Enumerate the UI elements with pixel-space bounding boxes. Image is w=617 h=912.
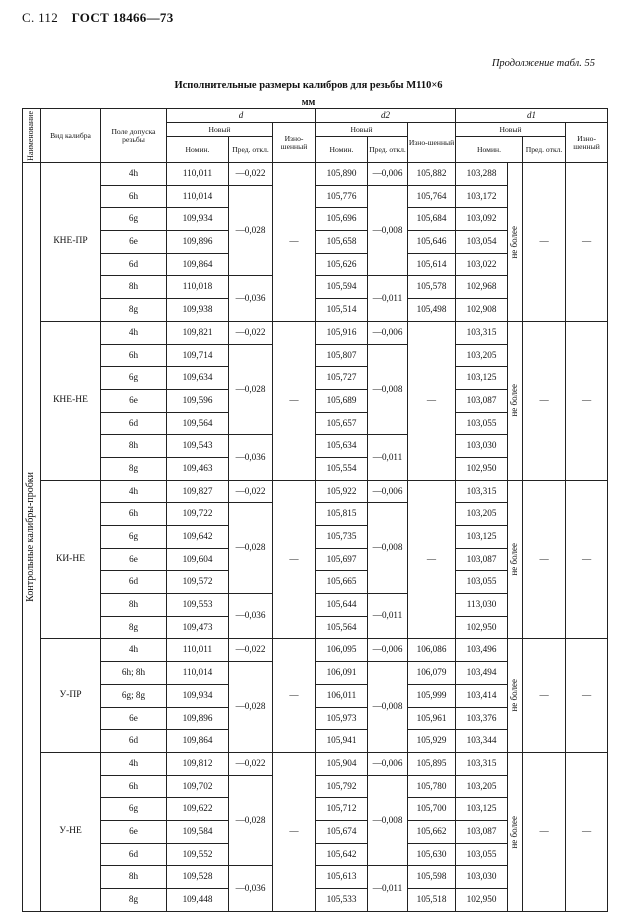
tolerance-field: 6e	[101, 389, 167, 412]
d-nominal: 109,634	[167, 367, 229, 390]
group-name-cell	[23, 163, 41, 912]
tolerance-field: 6h	[101, 344, 167, 367]
tolerance-field: 6h	[101, 775, 167, 798]
page-number: С. 112	[22, 10, 58, 25]
d2-nominal: 106,091	[316, 662, 368, 685]
d2-nominal: 105,890	[316, 163, 368, 186]
header-d1-new: Новый	[456, 123, 566, 137]
not-more-than-label: не более	[509, 679, 520, 712]
d2-deviation: —0,006	[368, 752, 408, 775]
d2-worn: 105,598	[408, 866, 456, 889]
d1-nominal: 103,315	[456, 752, 508, 775]
d-deviation: —0,028	[229, 344, 273, 435]
tolerance-field: 8h	[101, 594, 167, 617]
d-nominal: 109,622	[167, 798, 229, 821]
table-title: Исполнительные размеры калибров для резьбы М110×6	[174, 80, 443, 91]
header-d: d	[167, 109, 316, 123]
d-nominal: 110,011	[167, 639, 229, 662]
d2-nominal: 105,626	[316, 253, 368, 276]
standard-number: ГОСТ 18466—73	[71, 10, 174, 25]
calibre-kind: У-ПР	[41, 639, 101, 752]
d-worn: —	[273, 752, 316, 911]
d1-worn: —	[566, 163, 608, 322]
not-more-than-label: не более	[509, 384, 520, 417]
d2-worn: 105,780	[408, 775, 456, 798]
tolerance-field: 8h	[101, 276, 167, 299]
d1-nominal: 103,315	[456, 480, 508, 503]
d1-nominal: 103,125	[456, 367, 508, 390]
table-row	[23, 639, 608, 662]
d2-deviation: —0,011	[368, 866, 408, 911]
header-d1-worn: Изно-шенный	[566, 123, 608, 163]
d2-nominal: 105,916	[316, 321, 368, 344]
tolerance-field: 6g	[101, 798, 167, 821]
d2-worn: 105,895	[408, 752, 456, 775]
tolerance-field: 6d	[101, 730, 167, 753]
d-nominal: 110,018	[167, 276, 229, 299]
d-nominal: 109,812	[167, 752, 229, 775]
d2-nominal: 105,712	[316, 798, 368, 821]
d1-nominal: 102,950	[456, 457, 508, 480]
d1-deviation: —	[523, 480, 566, 639]
d1-nominal: 103,022	[456, 253, 508, 276]
d2-nominal: 105,642	[316, 843, 368, 866]
d2-nominal: 105,533	[316, 889, 368, 912]
d-worn: —	[273, 321, 316, 480]
d2-nominal: 105,554	[316, 457, 368, 480]
d2-nominal: 105,776	[316, 185, 368, 208]
d-nominal: 109,821	[167, 321, 229, 344]
d2-nominal: 105,973	[316, 707, 368, 730]
d-deviation: —0,036	[229, 866, 273, 911]
d2-nominal: 105,941	[316, 730, 368, 753]
d1-nominal: 103,344	[456, 730, 508, 753]
table-row	[23, 321, 608, 344]
header-d2-deviation: Пред. откл.	[368, 137, 408, 163]
tolerance-field: 6h	[101, 503, 167, 526]
d1-nominal: 103,055	[456, 412, 508, 435]
d-deviation: —0,022	[229, 752, 273, 775]
d-deviation: —0,022	[229, 639, 273, 662]
page-header	[22, 10, 174, 26]
d1-deviation: —	[523, 752, 566, 911]
not-more-than-label: не более	[509, 543, 520, 576]
d2-worn: 105,882	[408, 163, 456, 186]
tolerance-field: 6d	[101, 843, 167, 866]
table-continuation-note: Продолжение табл. 55	[491, 58, 595, 69]
d1-nominal: 103,030	[456, 435, 508, 458]
tolerance-field: 8g	[101, 457, 167, 480]
tolerance-field: 8h	[101, 435, 167, 458]
header-name: Наименование	[23, 109, 41, 163]
header-d2-worn: Изно-шенный	[408, 123, 456, 163]
tolerance-field: 6d	[101, 571, 167, 594]
tolerance-field: 8g	[101, 299, 167, 322]
tolerance-field: 6g; 8g	[101, 684, 167, 707]
d1-limit-cell	[508, 321, 523, 480]
d-nominal: 109,448	[167, 889, 229, 912]
d2-deviation: —0,008	[368, 344, 408, 435]
d-worn: —	[273, 480, 316, 639]
d-deviation: —0,028	[229, 662, 273, 753]
d2-worn: 105,999	[408, 684, 456, 707]
d1-nominal: 103,172	[456, 185, 508, 208]
d2-nominal: 105,792	[316, 775, 368, 798]
d-deviation: —0,022	[229, 321, 273, 344]
d1-worn: —	[566, 321, 608, 480]
d-nominal: 109,553	[167, 594, 229, 617]
d-nominal: 109,584	[167, 820, 229, 843]
d1-worn: —	[566, 752, 608, 911]
d-nominal: 109,604	[167, 548, 229, 571]
d2-worn: —	[408, 321, 456, 480]
header-d-deviation: Пред. откл.	[229, 137, 273, 163]
d-nominal: 109,564	[167, 412, 229, 435]
d-nominal: 109,864	[167, 253, 229, 276]
d2-worn: 105,498	[408, 299, 456, 322]
d2-worn: 106,086	[408, 639, 456, 662]
d2-nominal: 105,807	[316, 344, 368, 367]
tolerance-field: 6g	[101, 526, 167, 549]
d2-worn: 105,764	[408, 185, 456, 208]
tolerance-field: 6h	[101, 185, 167, 208]
d1-nominal: 103,414	[456, 684, 508, 707]
d1-nominal: 103,205	[456, 344, 508, 367]
tolerance-field: 6e	[101, 707, 167, 730]
d2-nominal: 105,727	[316, 367, 368, 390]
tolerance-field: 6e	[101, 548, 167, 571]
header-d2: d2	[316, 109, 456, 123]
calibre-kind: КНЕ-НЕ	[41, 321, 101, 480]
d-nominal: 109,714	[167, 344, 229, 367]
d2-nominal: 105,674	[316, 820, 368, 843]
d-nominal: 109,934	[167, 208, 229, 231]
d1-worn: —	[566, 639, 608, 752]
table-body	[23, 163, 608, 912]
d-deviation: —0,022	[229, 480, 273, 503]
d-nominal: 109,827	[167, 480, 229, 503]
d2-worn: 105,684	[408, 208, 456, 231]
d1-limit-cell	[508, 163, 523, 322]
d1-nominal: 103,125	[456, 526, 508, 549]
d1-limit-cell	[508, 480, 523, 639]
table-row	[23, 163, 608, 186]
d-nominal: 109,572	[167, 571, 229, 594]
header-d2-nominal: Номин.	[316, 137, 368, 163]
d2-nominal: 105,514	[316, 299, 368, 322]
tolerance-field: 4h	[101, 752, 167, 775]
d2-deviation: —0,008	[368, 503, 408, 594]
d1-nominal: 103,092	[456, 208, 508, 231]
d1-nominal: 103,496	[456, 639, 508, 662]
d-nominal: 110,014	[167, 185, 229, 208]
d1-nominal: 103,087	[456, 548, 508, 571]
d2-worn: 105,929	[408, 730, 456, 753]
d2-worn: 105,646	[408, 231, 456, 254]
d-nominal: 109,896	[167, 707, 229, 730]
d-deviation: —0,036	[229, 276, 273, 321]
d2-worn: 105,630	[408, 843, 456, 866]
table-row	[23, 480, 608, 503]
d2-nominal: 106,011	[316, 684, 368, 707]
d2-nominal: 105,564	[316, 616, 368, 639]
group-name: Контрольные калибры-пробки	[25, 471, 37, 602]
d1-nominal: 102,950	[456, 616, 508, 639]
units-label: мм	[301, 97, 316, 108]
header-d-worn: Изно-шенный	[273, 123, 316, 163]
d2-deviation: —0,006	[368, 163, 408, 186]
d2-deviation: —0,008	[368, 662, 408, 753]
tolerance-field: 4h	[101, 480, 167, 503]
tolerance-field: 6h; 8h	[101, 662, 167, 685]
d-deviation: —0,028	[229, 775, 273, 866]
d-nominal: 109,463	[167, 457, 229, 480]
d-nominal: 109,543	[167, 435, 229, 458]
d2-deviation: —0,011	[368, 435, 408, 480]
d2-nominal: 105,613	[316, 866, 368, 889]
d1-nominal: 113,030	[456, 594, 508, 617]
tolerance-field: 6e	[101, 820, 167, 843]
header-d1: d1	[456, 109, 608, 123]
header-d1-nominal: Номин.	[456, 137, 523, 163]
d-deviation: —0,036	[229, 435, 273, 480]
d2-deviation: —0,011	[368, 276, 408, 321]
d2-worn: 105,662	[408, 820, 456, 843]
d1-nominal: 103,055	[456, 843, 508, 866]
d1-nominal: 103,205	[456, 503, 508, 526]
d2-worn: 105,578	[408, 276, 456, 299]
d1-nominal: 103,315	[456, 321, 508, 344]
d2-nominal: 105,658	[316, 231, 368, 254]
not-more-than-label: не более	[509, 225, 520, 259]
d1-worn: —	[566, 480, 608, 639]
tolerance-field: 6d	[101, 253, 167, 276]
d1-nominal: 103,087	[456, 820, 508, 843]
calibre-dimensions-table	[22, 108, 608, 912]
tolerance-field: 8g	[101, 616, 167, 639]
d1-nominal: 103,288	[456, 163, 508, 186]
d1-nominal: 103,205	[456, 775, 508, 798]
d-deviation: —0,036	[229, 594, 273, 639]
tolerance-field: 4h	[101, 321, 167, 344]
d1-nominal: 103,494	[456, 662, 508, 685]
d1-nominal: 102,968	[456, 276, 508, 299]
tolerance-field: 8h	[101, 866, 167, 889]
d-nominal: 109,938	[167, 299, 229, 322]
d-nominal: 109,896	[167, 231, 229, 254]
d2-worn: 105,700	[408, 798, 456, 821]
d2-nominal: 105,657	[316, 412, 368, 435]
d-nominal: 110,011	[167, 163, 229, 186]
d2-nominal: 105,697	[316, 548, 368, 571]
d1-nominal: 103,376	[456, 707, 508, 730]
calibre-kind: У-НЕ	[41, 752, 101, 911]
d-deviation: —0,028	[229, 503, 273, 594]
header-kind: Вид калибра	[41, 109, 101, 163]
d-nominal: 109,642	[167, 526, 229, 549]
d2-nominal: 105,644	[316, 594, 368, 617]
header-d2-new: Новый	[316, 123, 408, 137]
d1-nominal: 103,087	[456, 389, 508, 412]
d1-deviation: —	[523, 321, 566, 480]
d-deviation: —0,022	[229, 163, 273, 186]
d1-deviation: —	[523, 639, 566, 752]
d-nominal: 109,473	[167, 616, 229, 639]
tolerance-field: 6g	[101, 367, 167, 390]
d1-nominal: 103,030	[456, 866, 508, 889]
d-nominal: 109,934	[167, 684, 229, 707]
d-nominal: 109,552	[167, 843, 229, 866]
d2-nominal: 105,665	[316, 571, 368, 594]
d2-deviation: —0,006	[368, 321, 408, 344]
d1-nominal: 103,125	[456, 798, 508, 821]
d-nominal: 109,528	[167, 866, 229, 889]
d2-nominal: 105,689	[316, 389, 368, 412]
d2-nominal: 106,095	[316, 639, 368, 662]
table-row	[23, 752, 608, 775]
d2-deviation: —0,006	[368, 480, 408, 503]
d1-nominal: 102,908	[456, 299, 508, 322]
d2-worn: 106,079	[408, 662, 456, 685]
tolerance-field: 4h	[101, 163, 167, 186]
d-worn: —	[273, 163, 316, 322]
tolerance-field: 6e	[101, 231, 167, 254]
header-d-nominal: Номин.	[167, 137, 229, 163]
header-d-new: Новый	[167, 123, 273, 137]
d-nominal: 109,864	[167, 730, 229, 753]
d2-worn: —	[408, 480, 456, 639]
d-nominal: 110,014	[167, 662, 229, 685]
d-worn: —	[273, 639, 316, 752]
tolerance-field: 8g	[101, 889, 167, 912]
d2-deviation: —0,006	[368, 639, 408, 662]
d2-nominal: 105,735	[316, 526, 368, 549]
d1-nominal: 102,950	[456, 889, 508, 912]
d2-worn: 105,518	[408, 889, 456, 912]
tolerance-field: 6g	[101, 208, 167, 231]
d-nominal: 109,596	[167, 389, 229, 412]
d1-nominal: 103,055	[456, 571, 508, 594]
d2-worn: 105,961	[408, 707, 456, 730]
header-d1-deviation: Пред. откл.	[523, 137, 566, 163]
d2-nominal: 105,815	[316, 503, 368, 526]
d-nominal: 109,702	[167, 775, 229, 798]
d2-nominal: 105,634	[316, 435, 368, 458]
d-nominal: 109,722	[167, 503, 229, 526]
tolerance-field: 4h	[101, 639, 167, 662]
d2-deviation: —0,008	[368, 185, 408, 276]
d2-nominal: 105,594	[316, 276, 368, 299]
header-tolerance-field: Поле допуска резьбы	[101, 109, 167, 163]
d1-limit-cell	[508, 639, 523, 752]
d1-limit-cell	[508, 752, 523, 911]
calibre-kind: КНЕ-ПР	[41, 163, 101, 322]
d2-deviation: —0,011	[368, 594, 408, 639]
d-deviation: —0,028	[229, 185, 273, 276]
tolerance-field: 6d	[101, 412, 167, 435]
not-more-than-label: не более	[509, 815, 520, 849]
d1-nominal: 103,054	[456, 231, 508, 254]
d2-nominal: 105,904	[316, 752, 368, 775]
d2-deviation: —0,008	[368, 775, 408, 866]
d1-deviation: —	[523, 163, 566, 322]
d2-worn: 105,614	[408, 253, 456, 276]
d2-nominal: 105,696	[316, 208, 368, 231]
calibre-kind: КИ-НЕ	[41, 480, 101, 639]
d2-nominal: 105,922	[316, 480, 368, 503]
